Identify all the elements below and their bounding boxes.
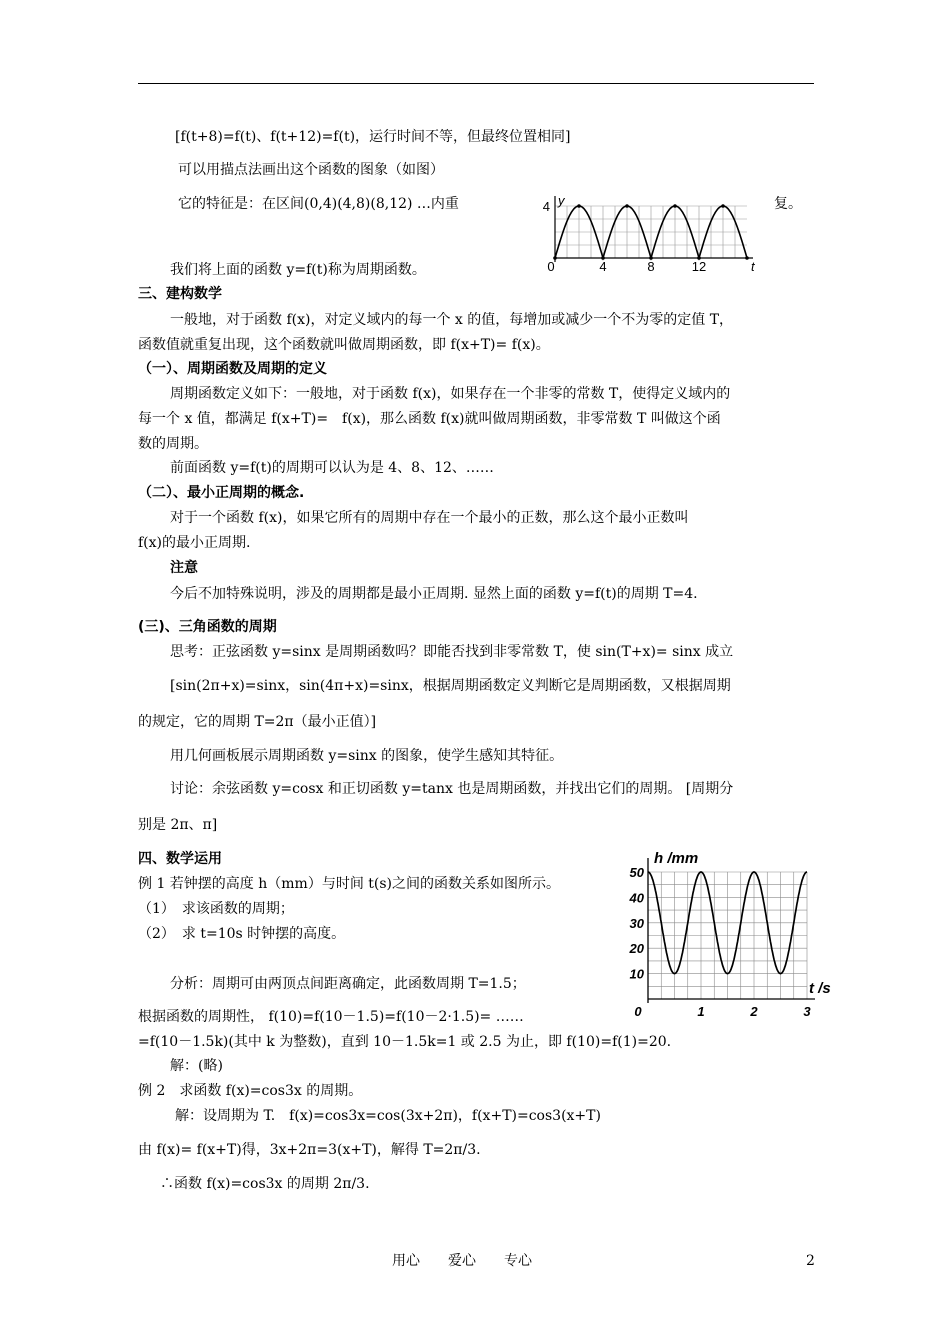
y-tick-label: 10 <box>629 966 644 982</box>
periodic-chart-small <box>535 192 757 274</box>
text-line: （1） 求该函数的周期； <box>138 901 294 917</box>
text-line: 解：设周期为 T. f(x)=cos3x=cos(3x+2π)，f(x+T)=cos3(x+T) <box>175 1108 601 1124</box>
text-line: 复。 <box>774 196 802 212</box>
y-axis-label: h /mm <box>654 850 699 867</box>
text-line: 函数值就重复出现，这个函数就叫做周期函数，即 f(x+T)= f(x)。 <box>138 337 550 353</box>
text-line: 由 f(x)= f(x+T)得，3x+2π=3(x+T)，解得 T=2π/3. <box>138 1142 481 1158</box>
x-axis-label: t /s <box>809 980 831 997</box>
text-line: 周期函数定义如下：一般地，对于函数 f(x)，如果存在一个非零的常数 T，使得定义域内的 <box>170 386 731 402</box>
text-line: [f(t+8)=f(t)、f(t+12)=f(t)，运行时间不等，但最终位置相同] <box>175 129 571 145</box>
data-point <box>745 256 749 260</box>
x-tick-label: 4 <box>599 259 607 274</box>
text-line: 分析：周期可由两顶点间距离确定，此函数周期 T=1.5； <box>170 976 526 992</box>
text-line: 数的周期。 <box>138 436 208 452</box>
x-tick-label: 12 <box>691 259 707 274</box>
data-point <box>721 204 725 208</box>
x-tick-label: 1 <box>697 1004 705 1019</box>
x-axis-label: t <box>751 259 755 274</box>
note-label: 注意 <box>170 560 198 576</box>
text-line: 前面函数 y=f(t)的周期可以认为是 4、8、12、…… <box>170 460 494 476</box>
text-line: =f(10－1.5k)(其中 k 为整数)，直到 10－1.5k=1 或 2.5 为止，即 f(10)=f(1)=20. <box>138 1034 672 1050</box>
section-heading: 三、建构数学 <box>138 286 222 302</box>
text-line: 别是 2π、π] <box>138 817 218 833</box>
text-line: 例 1 若钟摆的高度 h（mm）与时间 t(s)之间的函数关系如图所示。 <box>138 876 561 892</box>
text-line: 我们将上面的函数 y=f(t)称为周期函数。 <box>170 262 426 278</box>
text-line: 一般地，对于函数 f(x)，对定义域内的每一个 x 的值，每增加或减少一个不为零的定值 T， <box>170 312 734 328</box>
subsection-heading: (三)、三角函数的周期 <box>138 619 277 635</box>
text-line: 可以用描点法画出这个函数的图象（如图） <box>178 162 444 178</box>
text-line: f(x)的最小正周期. <box>138 535 251 551</box>
data-point <box>625 204 629 208</box>
subsection-heading: （二）、最小正周期的概念. <box>138 485 305 501</box>
text-line: 解：(略) <box>170 1058 223 1074</box>
text-line: ∴函数 f(x)=cos3x 的周期 2π/3. <box>160 1176 370 1192</box>
text-line: 用几何画板展示周期函数 y=sinx 的图象，使学生感知其特征。 <box>170 748 564 764</box>
y-tick-label: 4 <box>542 199 550 214</box>
page-number: 2 <box>806 1253 815 1269</box>
y-tick-label: 40 <box>629 890 644 906</box>
text-line: 每一个 x 值，都满足 f(x+T)= f(x)，那么函数 f(x)就叫做周期函数，非零常数 T 叫做这个函 <box>138 411 721 427</box>
text-line: （2） 求 t=10s 时钟摆的高度。 <box>138 926 346 942</box>
text-line: 思考：正弦函数 y=sinx 是周期函数吗？即能否找到非零常数 T，使 sin(T+x)= sinx 成立 <box>170 644 734 660</box>
text-line: 它的特征是：在区间(0,4)(4,8)(8,12) …内重 <box>178 196 459 212</box>
section-heading: 四、数学运用 <box>138 851 222 867</box>
y-tick-label: 30 <box>629 915 644 931</box>
text-line: 讨论：余弦函数 y=cosx 和正切函数 y=tanx 也是周期函数，并找出它们的周期。 [周期分 <box>170 781 734 797</box>
x-tick-label: 3 <box>803 1004 811 1019</box>
y-tick-label: 50 <box>629 865 644 880</box>
text-line: 例 2 求函数 f(x)=cos3x 的周期。 <box>138 1083 363 1099</box>
footer-motto: 用心 爱心 专心 <box>392 1253 532 1269</box>
text-line: 的规定，它的周期 T=2π（最小正值）] <box>138 714 377 730</box>
text-line: 今后不加特殊说明，涉及的周期都是最小正周期. 显然上面的函数 y=f(t)的周期 T=4. <box>170 586 698 602</box>
data-point <box>673 204 677 208</box>
subsection-heading: （一）、周期函数及周期的定义 <box>138 361 327 377</box>
text-line: 根据函数的周期性， f(10)=f(10－1.5)=f(10－2·1.5)= …… <box>138 1009 524 1025</box>
pendulum-chart <box>615 846 840 1026</box>
header-rule <box>138 83 814 84</box>
text-line: [sin(2π+x)=sinx，sin(4π+x)=sinx，根据周期函数定义判断它是周期函数，又根据周期 <box>170 678 731 694</box>
x-tick-label: 2 <box>750 1004 758 1019</box>
data-point <box>577 204 581 208</box>
text-line: 对于一个函数 f(x)，如果它所有的周期中存在一个最小的正数，那么这个最小正数叫 <box>170 510 689 526</box>
y-tick-label: 20 <box>629 941 644 957</box>
x-tick-label: 0 <box>634 1004 642 1019</box>
x-tick-label: 0 <box>547 259 555 274</box>
y-axis-label: y <box>558 193 565 208</box>
x-tick-label: 8 <box>647 259 655 274</box>
